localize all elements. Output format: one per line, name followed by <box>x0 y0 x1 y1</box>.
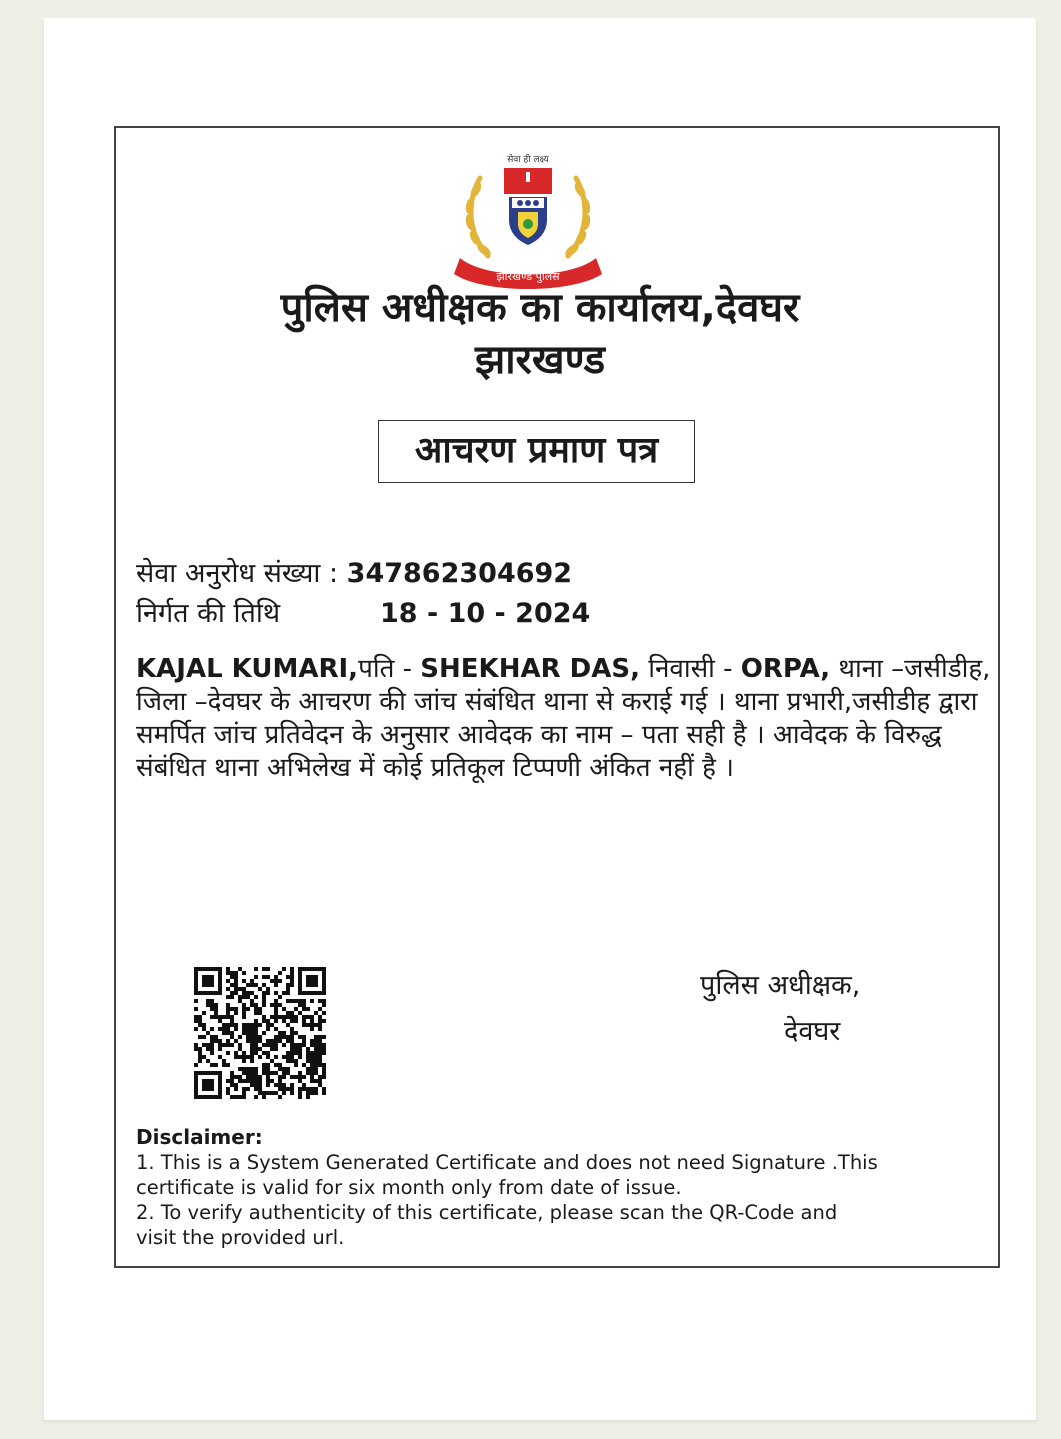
issue-date-value: 18 - 10 - 2024 <box>380 598 591 629</box>
request-number-row <box>136 556 572 592</box>
request-number-label: सेवा अनुरोध संख्या : <box>136 558 339 589</box>
qr-code-icon <box>194 967 326 1099</box>
body-text: थाना –जसीडीह, जिला –देवघर के आचरण की जांच संबंधित थाना से कराई गई । थाना प्रभारी,जसीडीह द्वारा समर्पित जांच प्रतिवेदन के अनुसार आवेदक का नाम – पता सही है । आवेदक के विरुद्ध संबंधित थाना अभिलेख में कोई प्रतिकूल टिप्पणी अंकित नहीं है । <box>136 654 991 783</box>
jharkhand-police-emblem-icon <box>446 148 610 294</box>
signatory-place: देवघर <box>784 1016 841 1047</box>
signatory-title: पुलिस अधीक्षक, <box>700 970 861 1001</box>
husband-name: SHEKHAR DAS, <box>420 654 640 684</box>
emblem-ribbon-text: झारखण्ड पुलिस <box>496 270 560 283</box>
disclaimer-line: 2. To verify authenticity of this certificate, please scan the QR-Code and <box>136 1201 838 1224</box>
issue-date-row <box>136 596 590 632</box>
certificate-body <box>136 653 996 785</box>
applicant-name: KAJAL KUMARI, <box>136 654 359 684</box>
resident-label: निवासी - <box>639 654 741 684</box>
office-state: झारखण्ड <box>474 337 606 383</box>
husband-label: पति - <box>358 654 421 684</box>
disclaimer-line: visit the provided url. <box>136 1226 345 1249</box>
office-title: पुलिस अधीक्षक का कार्यालय,देवघर <box>280 285 800 331</box>
certificate-title: आचरण प्रमाण पत्र <box>378 420 695 483</box>
issue-date-label: निर्गत की तिथि <box>136 598 281 629</box>
emblem-motto: सेवा ही लक्ष्य <box>507 155 549 165</box>
disclaimer-heading: Disclaimer: <box>136 1125 263 1149</box>
disclaimer-line: 1. This is a System Generated Certificate and does not need Signature .This <box>136 1151 878 1174</box>
village-name: ORPA, <box>740 654 831 684</box>
disclaimer-line: certificate is valid for six month only from date of issue. <box>136 1176 682 1199</box>
request-number-value: 347862304692 <box>346 558 573 589</box>
